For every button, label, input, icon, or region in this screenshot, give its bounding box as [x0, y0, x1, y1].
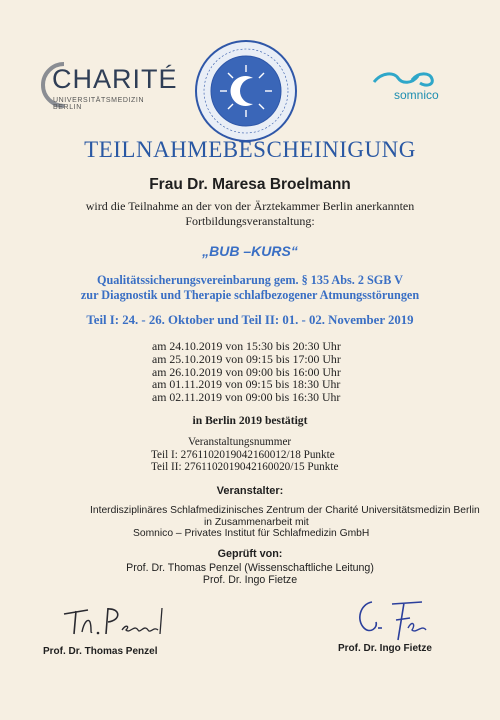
intro-line: wird die Teilnahme an der von der Ärztekammer Berlin anerkannten — [85, 199, 415, 213]
reviewer-line: Prof. Dr. Thomas Penzel (Wissenschaftliche Leitung) — [126, 562, 374, 574]
confirmation-text: in Berlin 2019 bestätigt — [192, 414, 308, 427]
organizer-line: in Zusammenarbeit mit — [204, 516, 309, 528]
somnico-logo-text: somnico — [394, 88, 439, 102]
event-number-part2: Teil II: 2761102019042160020/15 Punkte — [151, 461, 339, 473]
penzel-signature — [60, 600, 172, 640]
reviewers-text — [0, 562, 500, 586]
session-list — [152, 340, 341, 404]
certificate-title: TEILNAHMEBESCHEINIGUNG — [84, 137, 416, 162]
organizer-line: Interdisziplinäres Schlafmedizinisches Zentrum der Charité Universitätsmedizin Berlin — [90, 505, 480, 516]
course-name: „BUB –KURS“ — [202, 243, 298, 259]
charite-logo-text: CHARITÉ — [52, 64, 178, 94]
topic-line: zur Diagnostik und Therapie schlafbezogener Atmungsstörungen — [80, 288, 420, 302]
session-item: am 26.10.2019 von 09:00 bis 16:00 Uhr — [152, 364, 341, 379]
event-number-label: Veranstaltungsnummer — [188, 436, 292, 448]
session-item: am 24.10.2019 von 15:30 bis 20:30 Uhr — [152, 339, 341, 353]
reviewer-line: Prof. Dr. Ingo Fietze — [202, 574, 298, 586]
event-number-part1: Teil I: 2761102019042160012/18 Punkte — [151, 448, 335, 461]
signatory-right-name: Prof. Dr. Ingo Fietze — [338, 643, 432, 654]
organizer-label: Veranstalter: — [216, 485, 284, 497]
course-period: Teil I: 24. - 26. Oktober und Teil II: 01. - 02. November 2019 — [86, 313, 414, 327]
reviewed-label: Geprüft von: — [217, 548, 283, 560]
event-numbers — [151, 436, 338, 474]
session-item: am 25.10.2019 von 09:15 bis 17:00 Uhr — [152, 351, 341, 366]
recipient-name: Frau Dr. Maresa Broelmann — [149, 176, 351, 193]
fietze-signature — [352, 594, 432, 644]
organizer-text — [90, 505, 480, 540]
organizer-line: Somnico – Privates Institut für Schlafmedizin GmbH — [133, 528, 370, 539]
topic-line: Qualitätssicherungsvereinbarung gem. § 135 Abs. 2 SGB V — [97, 273, 403, 287]
charite-logo — [34, 60, 178, 111]
course-topic — [0, 273, 500, 303]
session-item: am 02.11.2019 von 09:00 bis 16:30 Uhr — [152, 390, 341, 405]
somnico-swoosh-icon — [368, 70, 464, 90]
charite-logo-subtitle: UNIVERSITÄTSMEDIZIN BERLIN — [53, 97, 145, 111]
signatory-left-name: Prof. Dr. Thomas Penzel — [43, 646, 158, 657]
intro-text — [0, 199, 500, 229]
somnico-logo — [368, 70, 464, 108]
intro-line: Fortbildungsveranstaltung: — [185, 214, 315, 228]
sleep-center-seal-icon — [193, 38, 299, 144]
session-item: am 01.11.2019 von 09:15 bis 18:30 Uhr — [152, 377, 341, 392]
